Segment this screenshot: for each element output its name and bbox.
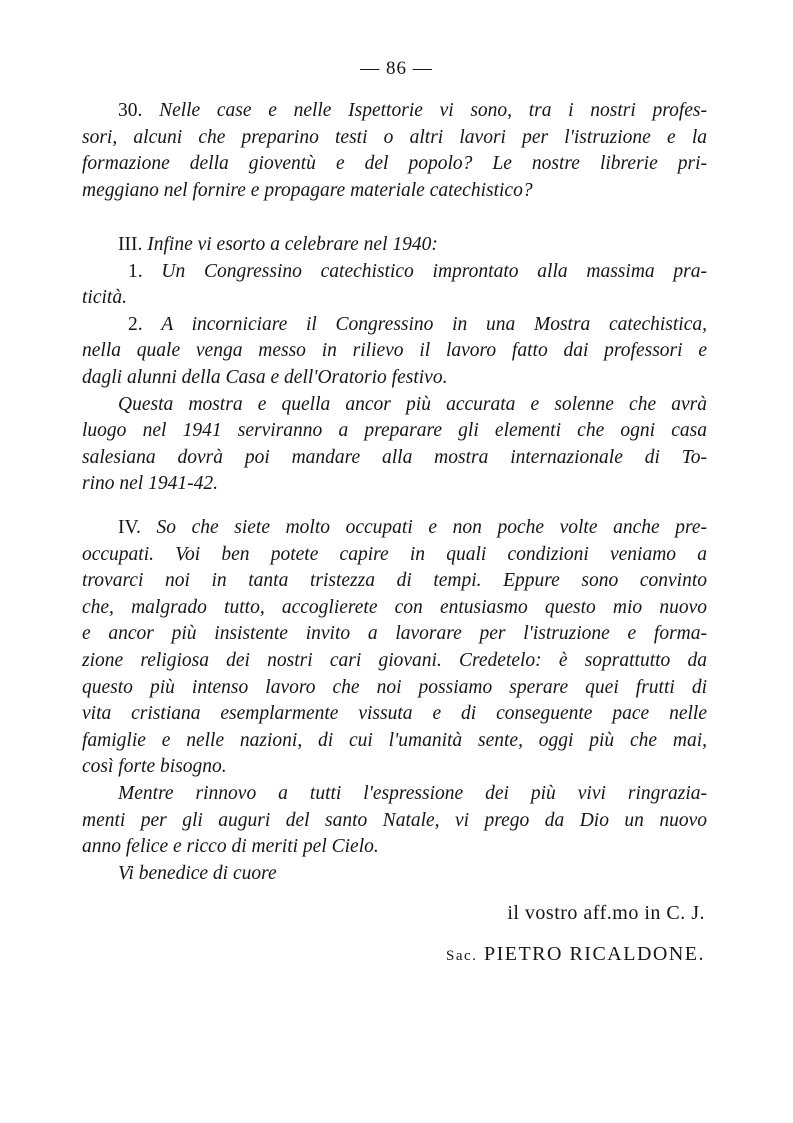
section-III-intro: III. Infine vi esorto a celebrare nel 1940: [118,234,438,255]
section-IV-line-6: zione religiosa dei nostri cari giovani. Credetelo: è soprattutto da [82,649,707,671]
section-III-item-1-line-1: 1. Un Congressino catechistico improntato alla massima pra- [128,260,708,282]
section-IV-line-1: IV. So che siete molto occupati e non poche volte anche pre- [118,517,707,538]
signature-name: PIETRO RICALDONE. [483,943,705,965]
signature-name-line [446,943,705,966]
section-30-line-1: 30. Nelle case e nelle Ispettorie vi sono, tra i nostri profes- [118,100,707,121]
section-30-line-4: meggiano nel fornire e propagare materiale catechistico? [82,179,533,201]
section-IV-line-7: questo più intenso lavoro che noi possiamo sperare quei frutti di [82,676,707,698]
section-IV-line-2: occupati. Voi ben potete capire in quali condizioni veniamo a [82,543,707,565]
section-III-item-2-line-3: dagli alunni della Casa e dell'Oratorio festivo. [82,366,448,388]
signature-title: Sac. [446,948,478,964]
closing-line-1: Mentre rinnovo a tutti l'espressione dei più vivi ringrazia- [118,782,707,804]
section-30-line-3: formazione della gioventù e del popolo? Le nostre librerie pri- [82,153,707,175]
section-III-para-line-1: Questa mostra e quella ancor più accurata e solenne che avrà [118,393,707,415]
section-IV [82,515,707,887]
section-III-para-line-2: luogo nel 1941 serviranno a preparare gli elementi che ogni casa [82,420,707,442]
section-IV-line-10: così forte bisogno. [82,756,227,778]
section-III [82,232,707,498]
blessing-line: Vi benedice di cuore [118,862,277,884]
section-III-item-1-line-2: ticità. [82,287,127,309]
section-IV-line-3: trovarci noi in tanta tristezza di tempi. Eppure sono convinto [82,570,707,592]
section-30-line-2: sori, alcuni che preparino testi o altri lavori per l'istruzione e la [82,126,707,148]
section-30-number: 30. [118,100,143,121]
section-III-item-2-line-2: nella quale venga messo in rilievo il lavoro fatto dai professori e [82,340,707,362]
section-IV-line-5: e ancor più insistente invito a lavorare per l'istruzione e forma- [82,623,707,645]
section-III-item-2-line-1: 2. A incorniciare il Congressino in una Mostra catechistica, [128,313,708,335]
section-III-para-line-4: rino nel 1941-42. [82,473,218,495]
section-III-para-line-3: salesiana dovrà poi mandare alla mostra internazionale di To- [82,446,707,468]
signature-salutation: il vostro aff.mo in C. J. [507,902,705,924]
section-III-number: III. [118,234,143,255]
section-IV-line-8: vita cristiana esemplarmente vissuta e di conseguente pace nelle [82,703,707,725]
section-IV-line-9: famiglie e nelle nazioni, di cui l'umanità sente, oggi più che mai, [82,729,707,751]
page-number: — 86 — [360,58,433,79]
section-IV-line-4: che, malgrado tutto, accoglierete con entusiasmo questo mio nuovo [82,596,707,618]
section-30 [82,98,707,204]
closing-line-2: menti per gli auguri del santo Natale, vi prego da Dio un nuovo [82,809,707,831]
closing-line-3: anno felice e ricco di meriti pel Cielo. [82,836,379,858]
section-IV-number: IV. [118,517,141,538]
